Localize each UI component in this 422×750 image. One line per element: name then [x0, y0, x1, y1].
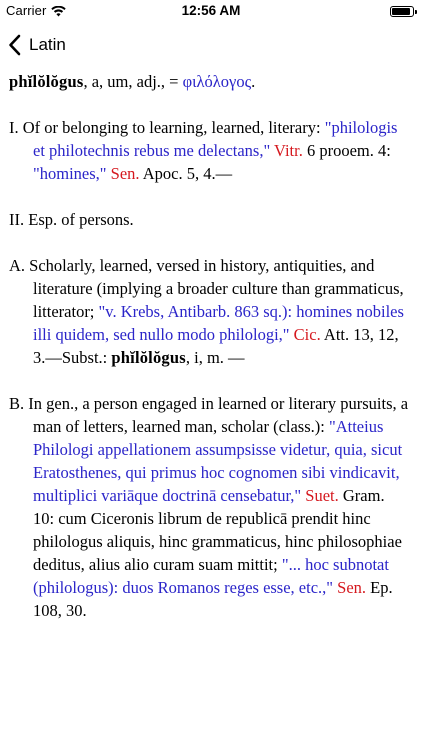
dictionary-entry: [9, 70, 409, 645]
sense-label: B.: [9, 394, 25, 413]
reference: Apoc. 5, 4.—: [139, 164, 233, 183]
back-button[interactable]: [8, 30, 66, 60]
carrier-label: Carrier: [6, 3, 47, 18]
citation[interactable]: "homines,": [33, 164, 107, 183]
entry-header: [9, 70, 409, 93]
sense-label: I.: [9, 118, 19, 137]
battery-icon: [390, 6, 414, 17]
citation[interactable]: "philologis et philotechnis rebus me delectans,": [33, 118, 398, 160]
author-link[interactable]: Suet.: [305, 486, 339, 505]
headword: phĭlŏlŏgus: [9, 72, 84, 91]
sense-text: Scholarly, learned, versed in history, antiquities, and literature (implying a broader culture than grammaticus, litterator;: [25, 256, 404, 321]
grammar-info: , a, um, adj., =: [83, 72, 183, 91]
author-link[interactable]: Sen.: [337, 578, 367, 597]
sense-text: Esp. of persons.: [24, 210, 134, 229]
citation[interactable]: "Atteius Philologi appellationem assumpsisse videtur, quia, sicut Eratosthenes, qui primus hoc cognomen sibi vindicavit, multiplici variāque doctrinā censebatur,": [33, 417, 403, 505]
reference: , i, m. —: [185, 348, 245, 367]
sense-label: A.: [9, 256, 26, 275]
battery-fill: [392, 8, 410, 15]
headword: phĭlŏlŏgus: [111, 348, 186, 367]
sense-2: [9, 208, 409, 231]
sense-a: [9, 254, 409, 369]
author-link[interactable]: Sen.: [110, 164, 140, 183]
citation[interactable]: "v. Krebs, Antibarb. 863 sq.): homines nobiles illi quidem, sed nullo modo philologi,": [33, 302, 404, 344]
reference: Gram. 10: cum Ciceronis librum de republicā prendit hinc philologus aliquis, hinc grammaticus, hinc philosophiae deditus, alius alio curam suam mittit;: [33, 486, 402, 574]
nav-bar: [0, 22, 422, 66]
battery-tip: [415, 10, 417, 14]
author-link[interactable]: Cic.: [293, 325, 321, 344]
reference: Ep. 108, 30.: [33, 578, 393, 620]
sense-b: [9, 392, 409, 622]
sense-text: In gen., a person engaged in learned or literary pursuits, a man of letters, learned man, scholar (class.):: [24, 394, 409, 436]
greek-equivalent[interactable]: φιλόλογος: [182, 72, 252, 91]
back-label: Latin: [29, 35, 66, 54]
status-time: 12:56 AM: [181, 3, 241, 18]
greek-end: .: [251, 72, 256, 91]
reference: Att. 13, 12, 3.—Subst.:: [33, 325, 399, 367]
sense-text: Of or belonging to learning, learned, literary:: [18, 118, 325, 137]
status-bar: [0, 0, 422, 22]
chevron-left-icon: [8, 34, 21, 56]
sense-label: II.: [9, 210, 25, 229]
sense-1: [9, 116, 409, 185]
author-link[interactable]: Vitr.: [274, 141, 303, 160]
reference: 6 prooem. 4:: [302, 141, 391, 160]
citation[interactable]: "... hoc subnotat (philologus): duos Romanos reges esse, etc.,": [33, 555, 389, 597]
